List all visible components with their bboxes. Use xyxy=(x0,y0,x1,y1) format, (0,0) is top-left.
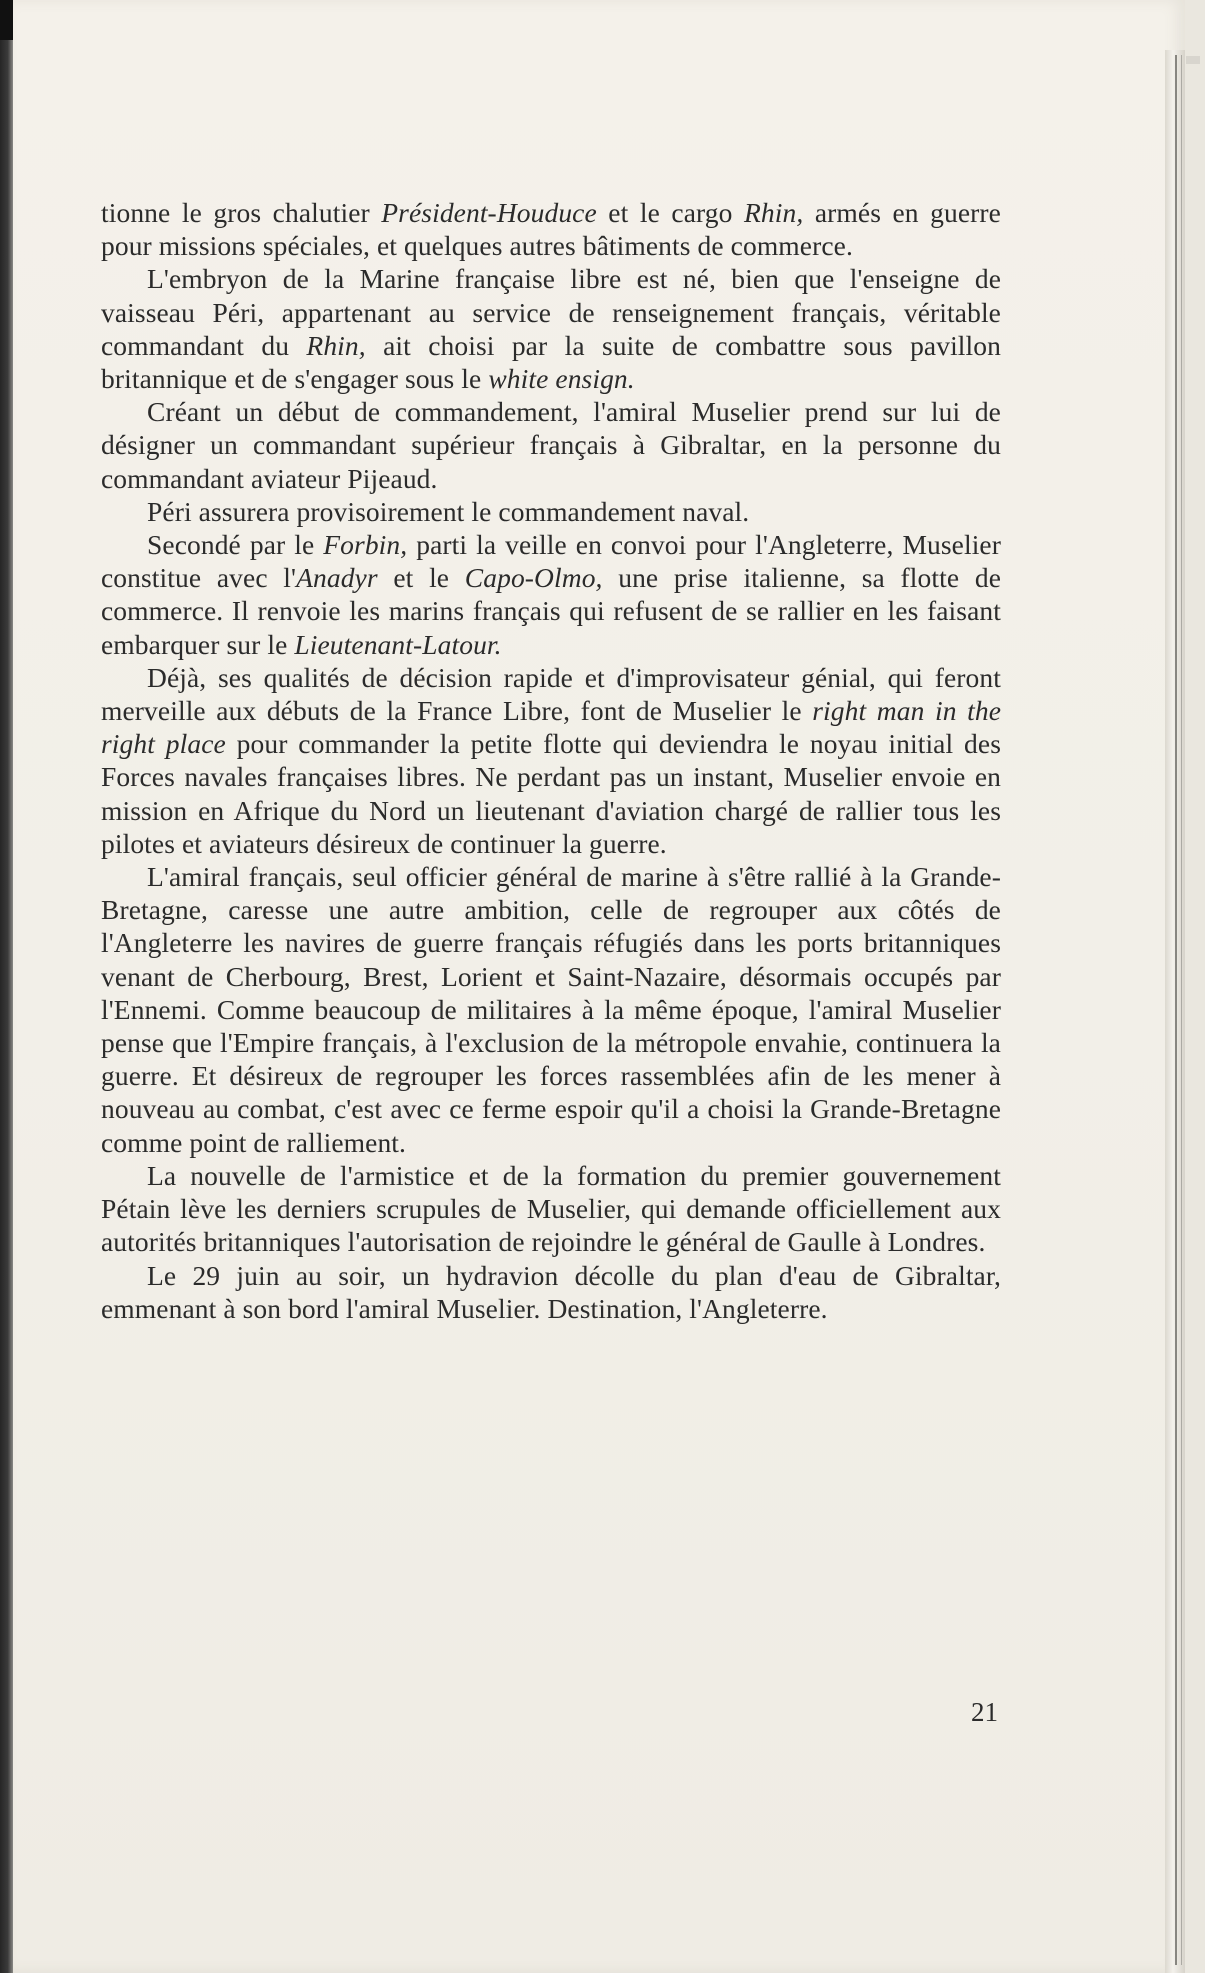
paragraph xyxy=(101,528,1001,661)
body-text xyxy=(101,196,1001,1325)
italic-text: Président-Houduce xyxy=(381,197,597,228)
page-corner-mark xyxy=(1186,56,1200,64)
text-run: La nouvelle de l'armistice et de la formation du premier gouvernement Pétain lève les derniers scrupules de Muselier, qui demande officiellement aux autorités britanniques l'autorisation de rejoindre le général de Gaulle à Londres. xyxy=(101,1159,1001,1258)
page-number: 21 xyxy=(971,1697,998,1727)
paragraph xyxy=(101,1159,1001,1259)
page-edge-line xyxy=(1175,55,1177,1965)
text-run: Déjà, ses qualités de décision rapide et d'improvisateur génial, qui feront merveille aux débuts de la France Libre, font de Muselier le xyxy=(101,661,1001,727)
paragraph xyxy=(101,262,1001,395)
text-run: armés en guerre pour missions spéciales, et quelques autres bâtiments de commerce. xyxy=(101,197,1001,262)
text-run: une prise italienne, sa flotte de commerce. Il renvoie les marins français qui refusent de se rallier en les faisant embarquer sur le xyxy=(101,562,1002,660)
text-run: parti la veille en convoi pour l'Angleterre, Muselier constitue avec l' xyxy=(101,529,1001,594)
text-run: Le 29 juin au soir, un hydravion décolle du plan d'eau de Gibraltar, emmenant à son bord l'amiral Muselier. Destination, l'Angleterre. xyxy=(101,1259,1001,1324)
italic-text: Anadyr xyxy=(296,562,378,594)
paragraph xyxy=(101,1259,1001,1325)
italic-text: Forbin, xyxy=(323,529,408,561)
text-run: et le xyxy=(377,562,465,594)
paragraph xyxy=(101,661,1001,860)
text-run: Péri assurera provisoirement le commandement naval. xyxy=(147,495,750,527)
text-run: L'amiral français, seul officier général de marine à s'être rallié à la Grande-Bretagne, caresse une autre ambition, celle de regrouper aux côtés de l'Angleterre les navires de guerre français réfugiés dans les ports britanniques venant de Cherbourg, Brest, Lorient et Saint-Nazaire, désormais occupés par l'Ennemi. Comme beaucoup de militaires à la même époque, l'amiral Muselier pense que l'Empire français, à l'exclusion de la métropole envahie, continuera la guerre. Et désireux de regrouper les forces rassemblées afin de les mener à nouveau au combat, c'est avec ce ferme espoir qu'il a choisi la Grande-Bretagne comme point de ralliement. xyxy=(101,861,1001,1158)
italic-text: white ensign. xyxy=(488,363,635,395)
text-run: pour commander la petite flotte qui deviendra le noyau initial des Forces navales françaises libres. Ne perdant pas un instant, Muselier envoie en mission en Afrique du Nord un lieutenant d'aviation chargé de rallier tous les pilotes et aviateurs désireux de continuer la guerre. xyxy=(101,728,1001,859)
italic-text: Rhin, xyxy=(306,329,366,361)
italic-text: Capo-Olmo, xyxy=(464,562,603,594)
book-page xyxy=(13,0,1185,1973)
scan-edge-left xyxy=(0,0,13,1973)
italic-text: Lieutenant-Latour. xyxy=(294,628,502,660)
page-edge-line-secondary xyxy=(1181,55,1182,1965)
paragraph xyxy=(101,495,1001,528)
paragraph xyxy=(101,196,1001,262)
text-run: ait choisi par la suite de combattre sous pavillon britannique et de s'engager sous le xyxy=(101,329,1001,395)
text-run: tionne le gros chalutier xyxy=(101,197,382,228)
text-run: et le cargo xyxy=(596,197,744,228)
italic-text: right man in the right place xyxy=(101,695,1001,760)
paragraph xyxy=(101,395,1001,495)
text-run: Créant un début de commandement, l'amiral Muselier prend sur lui de désigner un commandant supérieur français à Gibraltar, en la personne du commandant aviateur Pijeaud. xyxy=(101,396,1001,494)
text-run: Secondé par le xyxy=(147,529,324,561)
paragraph xyxy=(101,860,1001,1159)
italic-text: Rhin, xyxy=(744,197,804,228)
scan-edge-left-top xyxy=(0,0,13,40)
text-run: L'embryon de la Marine française libre est né, bien que l'enseigne de vaisseau Péri, appartenant au service de renseignement français, véritable commandant du xyxy=(101,263,1001,361)
